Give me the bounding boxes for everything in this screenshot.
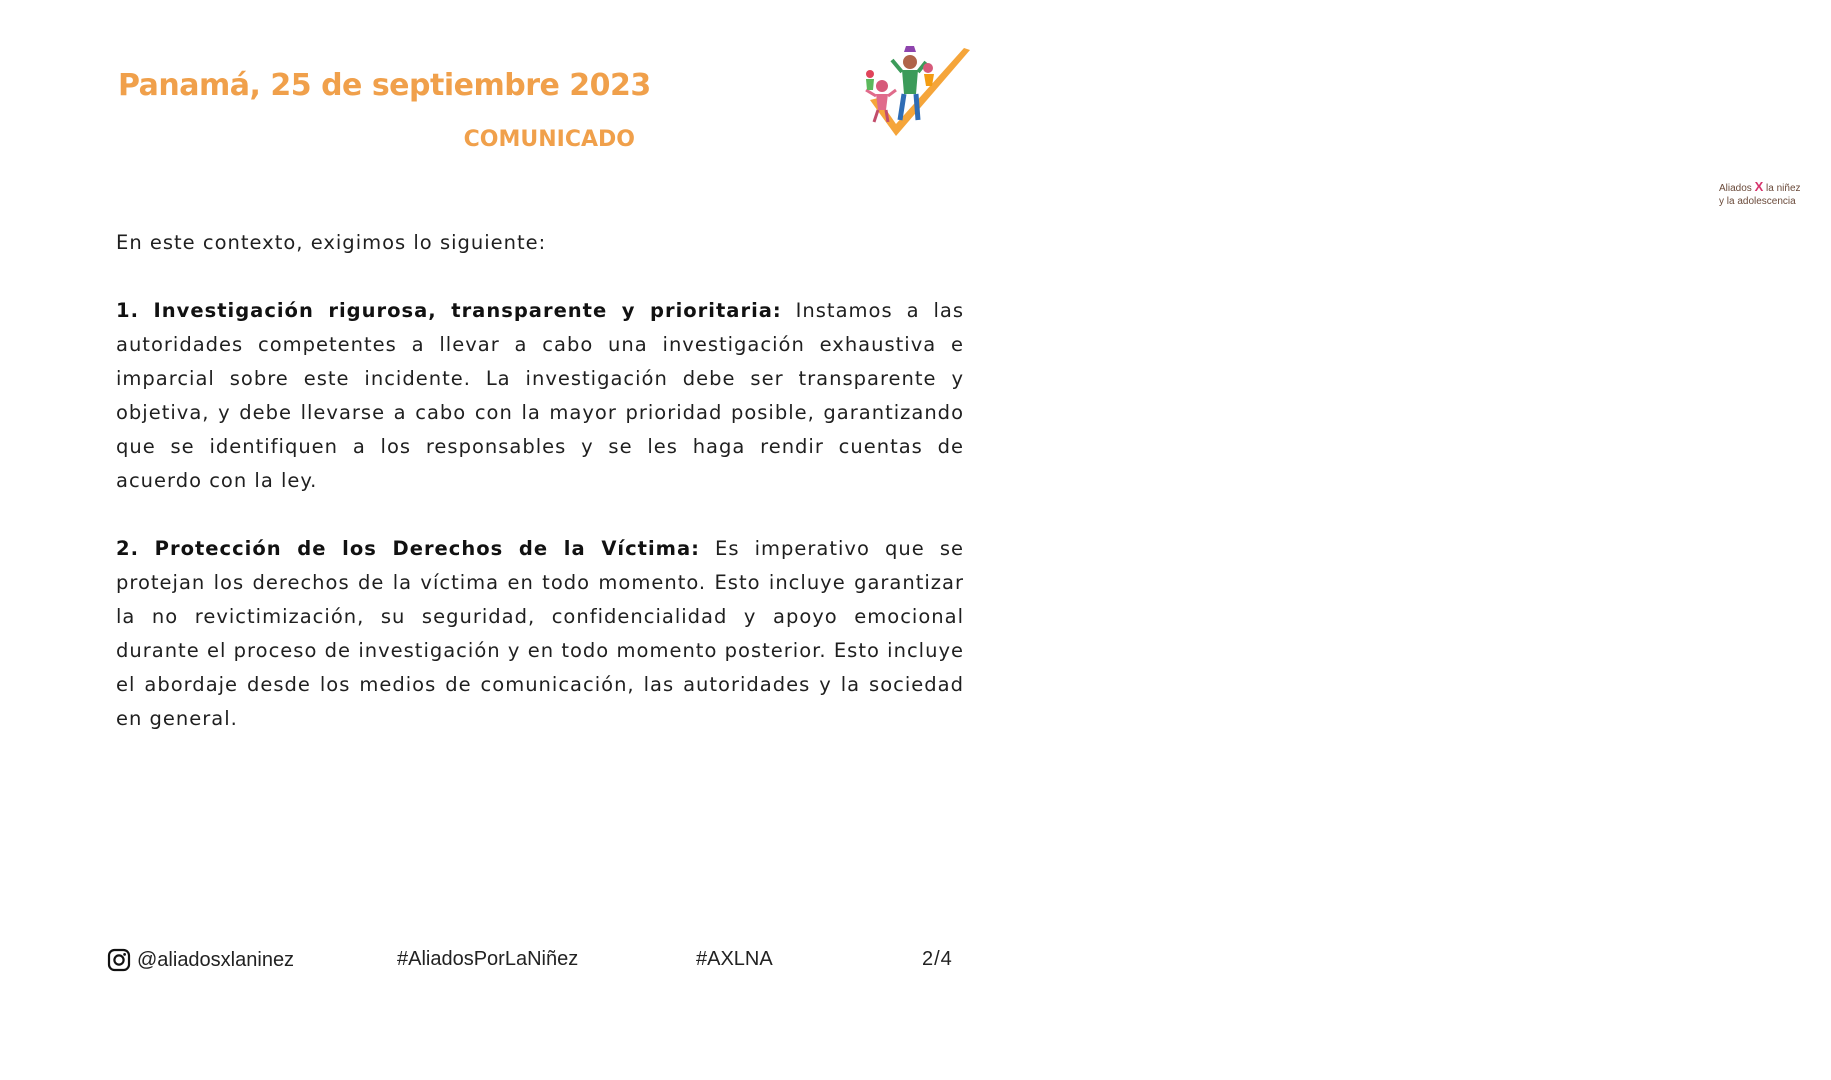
document-type-label: COMUNICADO [463,127,635,152]
hashtag-axlna[interactable]: #AXLNA [696,948,773,970]
logo-caption-line2: y la adolescencia [1719,196,1796,207]
logo-caption-x: X [1754,179,1764,194]
footer [0,948,1080,976]
demand-item-2-title: 2. Protección de los Derechos de la Víctima: [116,537,700,560]
demand-item-2-body: Es imperativo que se protejan los derechos de la víctima en todo momento. Esto incluye garantizar la no revictimización, su seguridad, confidencialidad y apoyo emocional durante el proceso de investigación y en todo momento posterior. Esto incluye el abordaje desde los medios de comunicación, las autoridades y la sociedad en general. [116,537,964,730]
logo-figures-icon [856,40,980,140]
demand-item-1-title: 1. Investigación rigurosa, transparente y prioritaria: [116,299,782,322]
document-body [116,226,964,770]
demand-item-2 [116,532,964,736]
instagram-handle[interactable]: @aliadosxlaninez [137,948,295,971]
organization-logo [856,40,1801,207]
demand-item-1-body: Instamos a las autoridades competentes a llevar a cabo una investigación exhaustiva e imparcial sobre este incidente. La investigación debe ser transparente y objetiva, y debe llevarse a cabo con la mayor prioridad posible, garantizando que se identifiquen a los responsables y se les haga rendir cuentas de acuerdo con la ley. [116,299,964,492]
demand-item-1 [116,294,964,498]
logo-caption [1719,180,1831,208]
hashtag-aliados[interactable]: #AliadosPorLaNiñez [397,948,579,970]
document-date: Panamá, 25 de septiembre 2023 [118,68,651,103]
instagram-handle-group[interactable] [107,948,294,972]
page-indicator: 2/4 [922,948,953,970]
instagram-icon [107,948,131,972]
intro-paragraph: En este contexto, exigimos lo siguiente: [116,231,547,254]
logo-caption-part2: la niñez [1766,183,1801,194]
logo-caption-part1: Aliados [1719,183,1752,194]
